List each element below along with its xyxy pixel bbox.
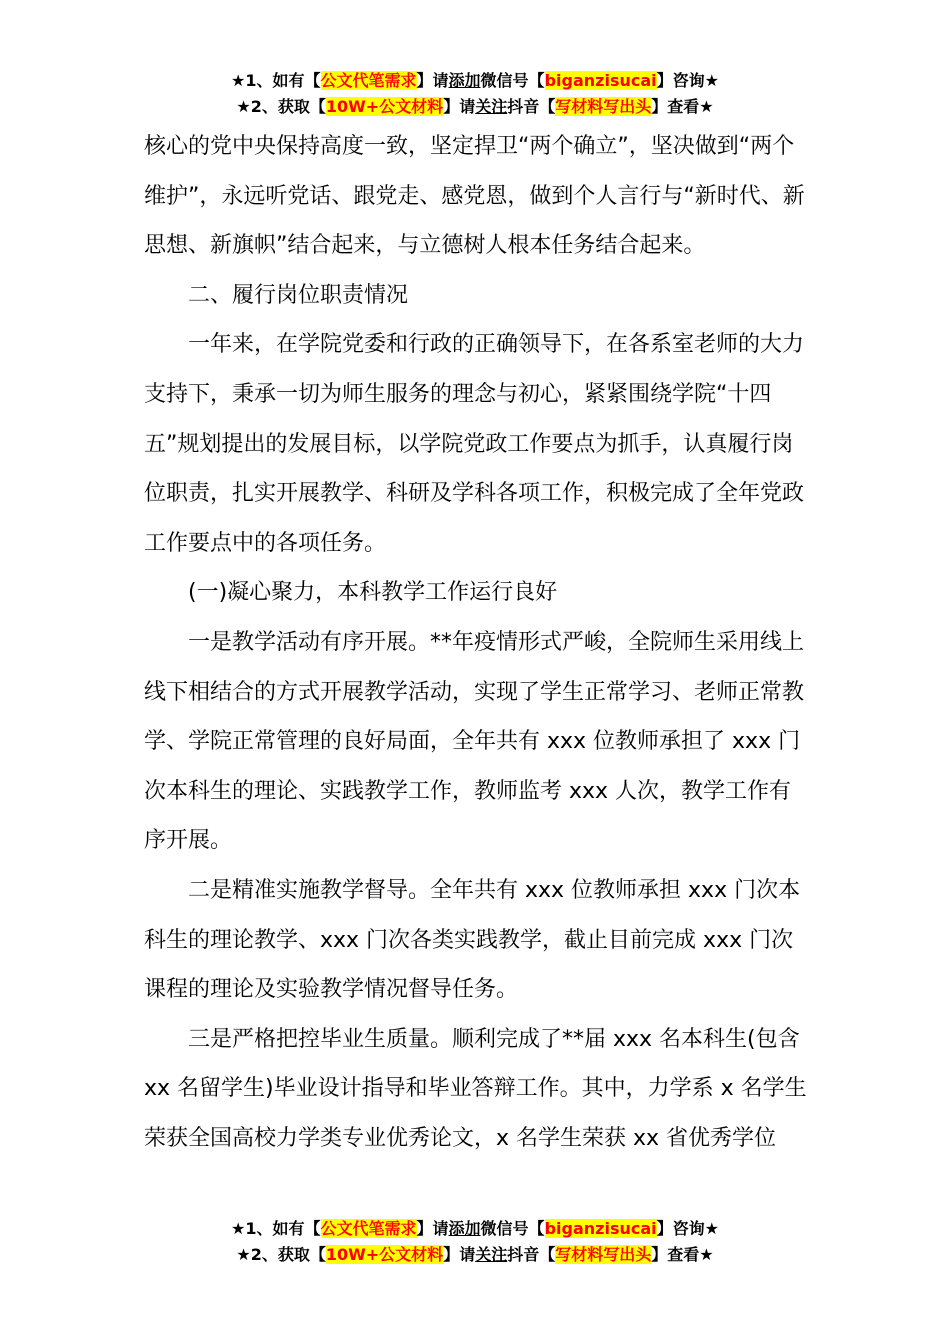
banner-text: 微信号【 bbox=[480, 71, 545, 90]
banner-underline: 添加 bbox=[448, 71, 481, 90]
paragraph-continuation: 核心的党中央保持高度一致，坚定捍卫“两个确立”，坚决做到“两个维护”，永远听党话、跟党走、感党恩，做到个人言行与“新时代、新思想、新旗帜”结合起来，与立德树人根本任务结合起来。 bbox=[144, 134, 805, 259]
paragraph: 一是教学活动有序开展。**年疫情形式严峻，全院师生采用线上线下相结合的方式开展教学活动，实现了学生正常学习、老师正常教学、学院正常管理的良好局面，全年共有 xxx 位教师承担了 xxx 门次本科生的理论、实践教学工作，教师监考 xxx 人次，教学工作有序开展。 bbox=[144, 629, 805, 854]
banner-text: 】查看★ bbox=[651, 1245, 714, 1264]
header-banner bbox=[0, 68, 950, 120]
banner-highlight: 公文代笔需求 bbox=[320, 71, 417, 90]
banner-line-2 bbox=[0, 94, 950, 120]
banner-text: 抖音【 bbox=[507, 97, 556, 116]
banner-text: 】请 bbox=[443, 1245, 476, 1264]
paragraph: 二是精准实施教学督导。全年共有 xxx 位教师承担 xxx 门次本科生的理论教学、xxx 门次各类实践教学，截止目前完成 xxx 门次课程的理论及实验教学情况督导任务。 bbox=[144, 877, 801, 1003]
banner-line-2 bbox=[0, 1242, 950, 1268]
banner-highlight: 写材料写出头 bbox=[555, 97, 652, 116]
section-heading: 二、履行岗位职责情况 bbox=[188, 282, 409, 308]
banner-text: 】请 bbox=[416, 71, 449, 90]
banner-text: 】请 bbox=[416, 1219, 449, 1238]
banner-highlight: 写材料写出头 bbox=[555, 1245, 652, 1264]
banner-text: 抖音【 bbox=[507, 1245, 556, 1264]
banner-highlight: 公文代笔需求 bbox=[320, 1219, 417, 1238]
document-body bbox=[144, 122, 810, 1163]
banner-line-1 bbox=[0, 1216, 950, 1242]
banner-text: 】请 bbox=[443, 97, 476, 116]
banner-text: ★2、获取【 bbox=[236, 97, 326, 116]
banner-text: 微信号【 bbox=[480, 1219, 545, 1238]
banner-highlight: biganzisucai bbox=[544, 1219, 657, 1238]
banner-text: ★1、如有【 bbox=[231, 1219, 321, 1238]
banner-highlight: biganzisucai bbox=[544, 71, 657, 90]
banner-underline: 添加 bbox=[448, 1219, 481, 1238]
banner-text: 】咨询★ bbox=[656, 1219, 719, 1238]
banner-line-1 bbox=[0, 68, 950, 94]
banner-text: ★2、获取【 bbox=[236, 1245, 326, 1264]
paragraph: 三是严格把控毕业生质量。顺利完成了**届 xxx 名本科生(包含 xx 名留学生)毕业设计指导和毕业答辩工作。其中，力学系 x 名学生荣获全国高校力学类专业优秀论文，x 名学生荣获 xx 省优秀学位 bbox=[144, 1026, 807, 1151]
banner-text: 】查看★ bbox=[651, 97, 714, 116]
paragraph: 一年来，在学院党委和行政的正确领导下，在各系室老师的大力支持下，秉承一切为师生服务的理念与初心，紧紧围绕学院“十四五”规划提出的发展目标，以学院党政工作要点为抓手，认真履行岗位职责，扎实开展教学、科研及学科各项工作，积极完成了全年党政工作要点中的各项任务。 bbox=[144, 332, 805, 556]
banner-underline: 关注 bbox=[475, 97, 508, 116]
footer-banner bbox=[0, 1216, 950, 1268]
banner-highlight: 10W+公文材料 bbox=[325, 97, 444, 116]
banner-text: ★1、如有【 bbox=[231, 71, 321, 90]
subsection-heading: (一)凝心聚力，本科教学工作运行良好 bbox=[188, 580, 558, 606]
banner-highlight: 10W+公文材料 bbox=[325, 1245, 444, 1264]
banner-text: 】咨询★ bbox=[656, 71, 719, 90]
banner-underline: 关注 bbox=[475, 1245, 508, 1264]
